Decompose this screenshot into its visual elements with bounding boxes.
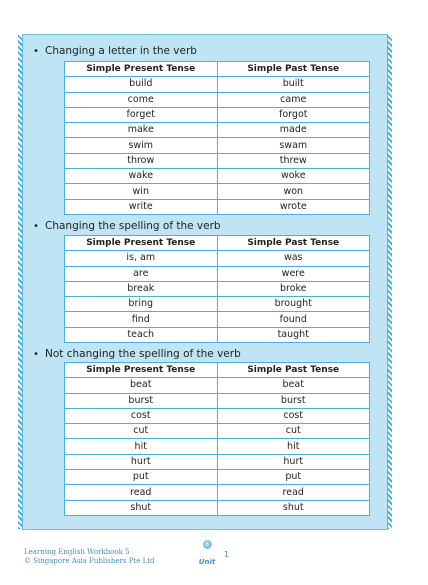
table-row [65, 439, 370, 454]
present-tense-cell: cut [65, 424, 218, 439]
present-tense-cell: hurt [65, 454, 218, 469]
unit-label: Unit [198, 558, 216, 566]
bullet-icon: • [33, 221, 39, 232]
table-row [65, 153, 370, 168]
verb-tense-panel [22, 34, 388, 530]
column-header-present: Simple Present Tense [65, 363, 218, 378]
unit-badge [196, 540, 230, 568]
past-tense-cell: cut [217, 424, 370, 439]
past-tense-cell: cost [217, 408, 370, 423]
table-row [65, 408, 370, 423]
present-tense-cell: forget [65, 107, 218, 122]
table-row [65, 327, 370, 342]
table-row [65, 123, 370, 138]
column-header-past: Simple Past Tense [217, 236, 370, 251]
table-row [65, 424, 370, 439]
table-row [65, 393, 370, 408]
bullet-icon: • [33, 349, 39, 360]
section-heading-not-changing [33, 348, 241, 361]
past-tense-cell: broke [217, 281, 370, 296]
page-number: 8 [203, 540, 212, 549]
present-tense-cell: come [65, 92, 218, 107]
left-zigzag-border [18, 35, 23, 529]
footer-credits [24, 548, 155, 566]
present-tense-cell: wake [65, 169, 218, 184]
column-header-present: Simple Present Tense [65, 236, 218, 251]
past-tense-cell: hurt [217, 454, 370, 469]
table-row [65, 470, 370, 485]
present-tense-cell: shut [65, 500, 218, 515]
past-tense-cell: found [217, 312, 370, 327]
present-tense-cell: win [65, 184, 218, 199]
past-tense-cell: beat [217, 378, 370, 393]
heading-text: Changing a letter in the verb [45, 45, 197, 57]
table-changing-spelling [64, 235, 370, 343]
column-header-past: Simple Past Tense [217, 363, 370, 378]
table-changing-letter [64, 61, 370, 215]
past-tense-cell: threw [217, 153, 370, 168]
past-tense-cell: made [217, 123, 370, 138]
table-row [65, 378, 370, 393]
present-tense-cell: make [65, 123, 218, 138]
column-header-present: Simple Present Tense [65, 62, 218, 77]
past-tense-cell: wrote [217, 199, 370, 214]
present-tense-cell: break [65, 281, 218, 296]
present-tense-cell: swim [65, 138, 218, 153]
present-tense-cell: teach [65, 327, 218, 342]
past-tense-cell: taught [217, 327, 370, 342]
bullet-icon: • [33, 46, 39, 57]
past-tense-cell: came [217, 92, 370, 107]
table-row [65, 107, 370, 122]
table-row [65, 266, 370, 281]
right-zigzag-border [387, 35, 392, 529]
unit-number: 1 [224, 550, 230, 559]
table-row [65, 77, 370, 92]
table-row [65, 312, 370, 327]
table-row [65, 297, 370, 312]
table-row [65, 138, 370, 153]
heading-text: Changing the spelling of the verb [45, 220, 221, 232]
table-row [65, 92, 370, 107]
past-tense-cell: was [217, 251, 370, 266]
present-tense-cell: beat [65, 378, 218, 393]
column-header-past: Simple Past Tense [217, 62, 370, 77]
past-tense-cell: put [217, 470, 370, 485]
past-tense-cell: built [217, 77, 370, 92]
past-tense-cell: were [217, 266, 370, 281]
table-row [65, 251, 370, 266]
past-tense-cell: won [217, 184, 370, 199]
present-tense-cell: put [65, 470, 218, 485]
present-tense-cell: are [65, 266, 218, 281]
present-tense-cell: cost [65, 408, 218, 423]
table-row [65, 169, 370, 184]
past-tense-cell: read [217, 485, 370, 500]
table-row [65, 281, 370, 296]
past-tense-cell: brought [217, 297, 370, 312]
past-tense-cell: hit [217, 439, 370, 454]
past-tense-cell: burst [217, 393, 370, 408]
present-tense-cell: find [65, 312, 218, 327]
past-tense-cell: shut [217, 500, 370, 515]
present-tense-cell: hit [65, 439, 218, 454]
heading-text: Not changing the spelling of the verb [45, 348, 241, 360]
table-row [65, 199, 370, 214]
present-tense-cell: build [65, 77, 218, 92]
table-header-row [65, 236, 370, 251]
past-tense-cell: woke [217, 169, 370, 184]
section-heading-changing-letter [33, 45, 197, 58]
present-tense-cell: read [65, 485, 218, 500]
section-heading-changing-spelling [33, 220, 221, 233]
table-not-changing [64, 362, 370, 516]
workbook-title: Learning English Workbook 5 [24, 548, 130, 556]
table-row [65, 500, 370, 515]
copyright-line: © Singapore Asia Publishers Pte Ltd [24, 557, 155, 565]
past-tense-cell: swam [217, 138, 370, 153]
table-header-row [65, 363, 370, 378]
present-tense-cell: bring [65, 297, 218, 312]
present-tense-cell: is, am [65, 251, 218, 266]
table-row [65, 454, 370, 469]
table-row [65, 485, 370, 500]
past-tense-cell: forgot [217, 107, 370, 122]
present-tense-cell: write [65, 199, 218, 214]
table-row [65, 184, 370, 199]
present-tense-cell: burst [65, 393, 218, 408]
table-header-row [65, 62, 370, 77]
present-tense-cell: throw [65, 153, 218, 168]
